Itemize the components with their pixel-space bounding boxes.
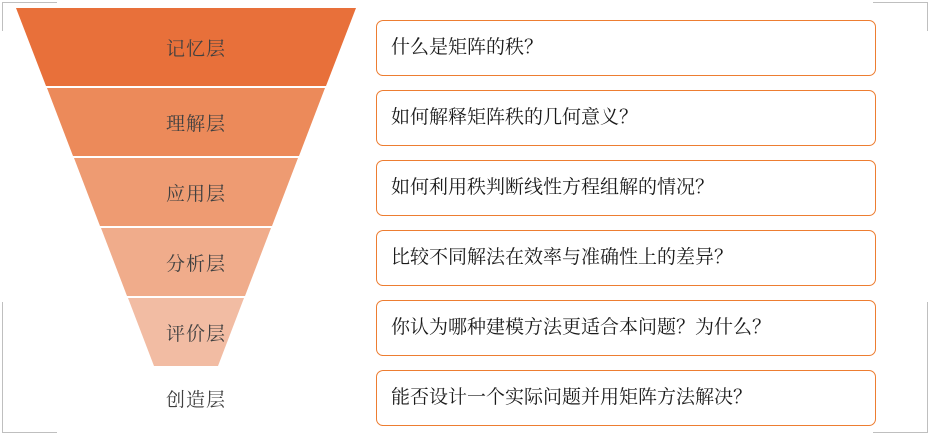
funnel-band-5 [6,298,366,366]
question-text-1: 什么是矩阵的秩？ [391,36,544,58]
question-box-5[interactable] [376,300,876,356]
question-text-5: 你认为哪种建模方法更适合本问题？为什么？ [391,316,772,338]
question-box-3[interactable] [376,160,876,216]
funnel-band-3 [6,158,366,226]
funnel-band-2-label: 理解层 [165,113,226,135]
question-box-6[interactable] [376,370,876,426]
frame-corner-bottom-right [873,302,928,433]
question-text-3: 如何利用秩判断线性方程组解的情况？ [391,176,715,198]
funnel-band-1 [6,8,366,86]
question-text-4: 比较不同解法在效率与准确性上的差异？ [391,246,734,268]
funnel-band-4 [6,228,366,296]
question-box-4[interactable] [376,230,876,286]
funnel-band-5-label: 评价层 [165,323,226,345]
funnel-band-6 [6,368,366,428]
question-box-2[interactable] [376,90,876,146]
question-text-6: 能否设计一个实际问题并用矩阵方法解决？ [391,386,753,408]
frame-corner-top-right [873,2,928,31]
question-text-2: 如何解释矩阵秩的几何意义？ [391,106,639,128]
funnel-band-6-label: 创造层 [165,389,226,411]
question-box-1[interactable] [376,20,876,76]
funnel-band-2 [6,88,366,156]
funnel-band-3-label: 应用层 [165,183,226,205]
funnel-band-1-label: 记忆层 [165,38,226,60]
funnel-pyramid [6,8,366,428]
funnel-band-4-label: 分析层 [165,253,226,275]
